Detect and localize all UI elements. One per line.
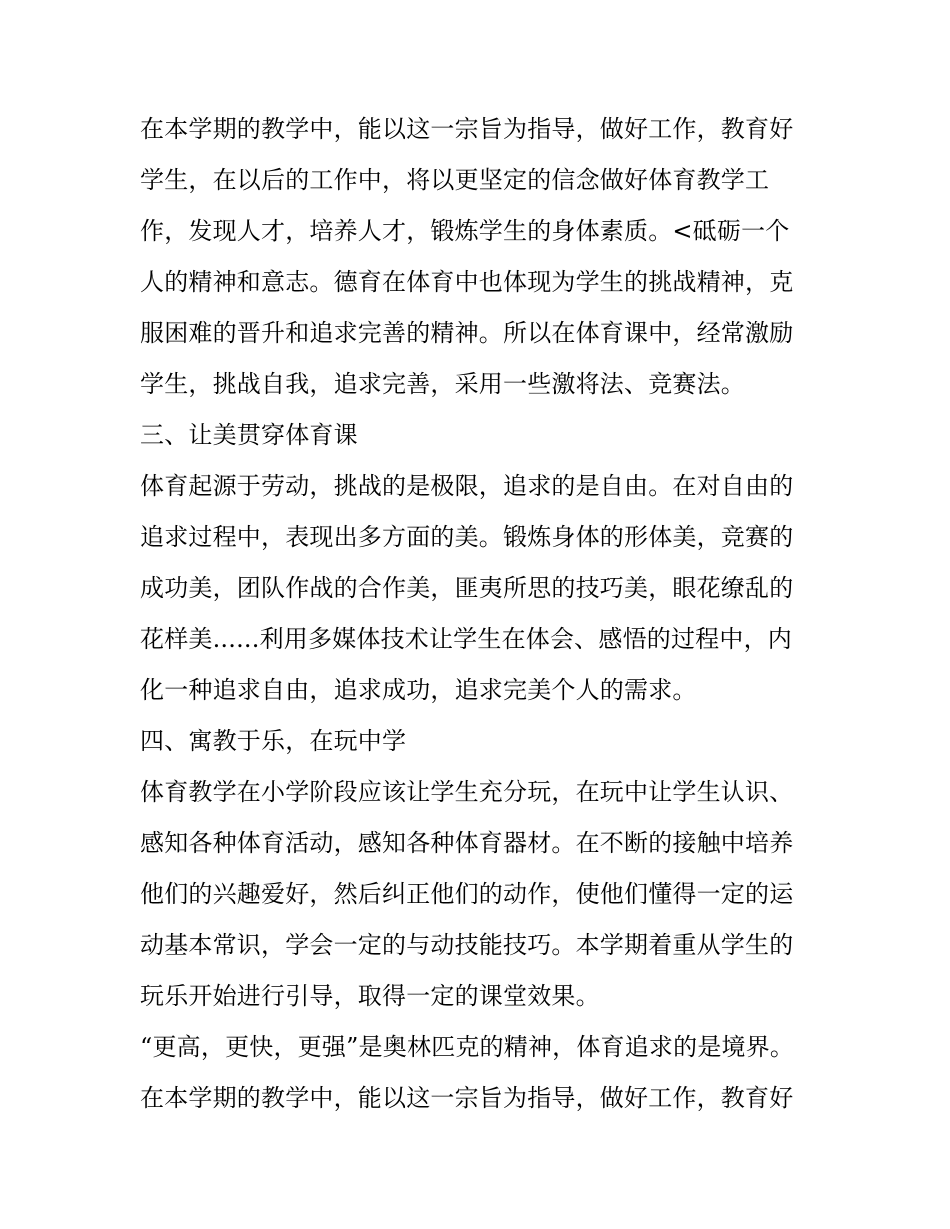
text-line: 学生，挑战自我，追求完善，采用一些激将法、竞赛法。 [140,370,745,398]
text-line: 在本学期的教学中，能以这一宗旨为指导，做好工作，教育好 [140,1084,794,1112]
text-line: 服困难的晋升和追求完善的精神。所以在体育课中，经常激励 [140,319,794,347]
section-heading: 三、让美贯穿体育课 [140,421,358,449]
section-heading: 四、寓教于乐，在玩中学 [140,727,407,755]
text-line: 追求过程中，表现出多方面的美。锻炼身体的形体美，竞赛的 [140,523,794,551]
text-line: “更高，更快，更强”是奥林匹克的精神，体育追求的是境界。 [140,1033,795,1061]
text-line: 化一种追求自由，追求成功，追求完美个人的需求。 [140,676,697,704]
text-line: 在本学期的教学中，能以这一宗旨为指导，做好工作，教育好 [140,115,794,143]
text-line: 体育教学在小学阶段应该让学生充分玩，在玩中让学生认识、 [140,778,794,806]
document-body [140,104,820,1124]
text-line: 学生，在以后的工作中，将以更坚定的信念做好体育教学工 [140,166,770,194]
text-line: 人的精神和意志。德育在体育中也体现为学生的挑战精神，克 [140,268,794,296]
text-line: 作，发现人才，培养人才，锻炼学生的身体素质。<砥砺一个 [140,217,790,245]
text-line: 他们的兴趣爱好，然后纠正他们的动作，使他们懂得一定的运 [140,880,794,908]
text-line: 成功美，团队作战的合作美，匪夷所思的技巧美，眼花缭乱的 [140,574,794,602]
text-line: 动基本常识，学会一定的与动技能技巧。本学期着重从学生的 [140,931,794,959]
text-line: 感知各种体育活动，感知各种体育器材。在不断的接触中培养 [140,829,794,857]
text-line: 体育起源于劳动，挑战的是极限，追求的是自由。在对自由的 [140,472,794,500]
text-line: 玩乐开始进行引导，取得一定的课堂效果。 [140,982,600,1010]
text-line: 花样美......利用多媒体技术让学生在体会、感悟的过程中，内 [140,625,792,653]
